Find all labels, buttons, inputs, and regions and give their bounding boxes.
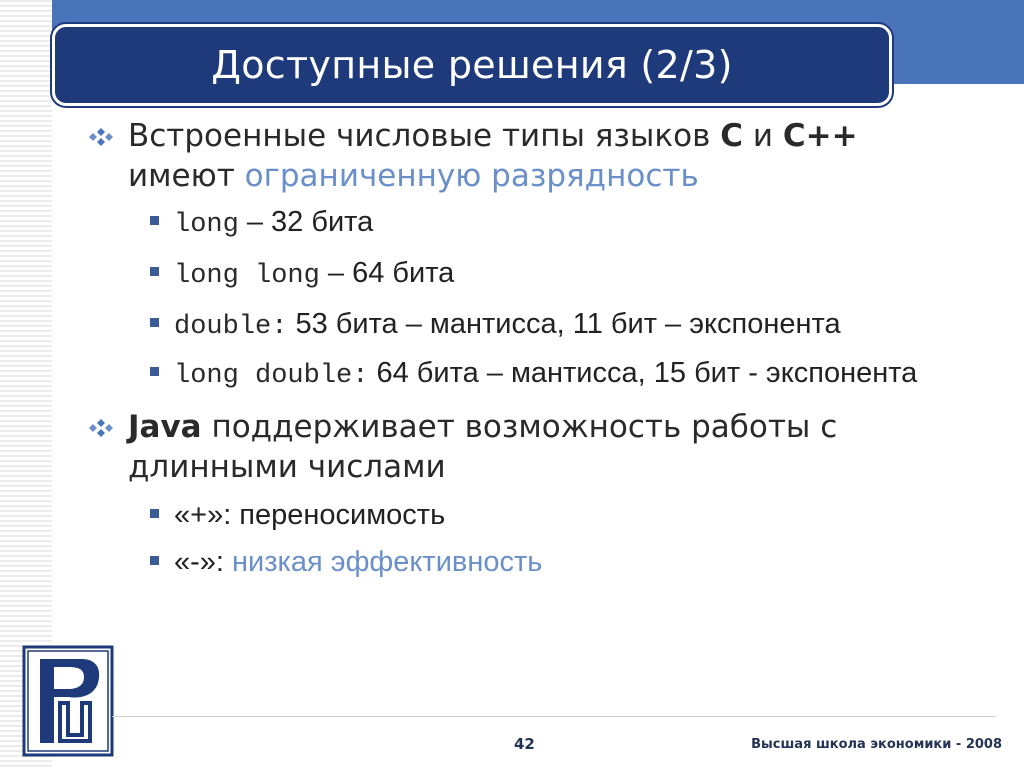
bullet-text: и: [742, 118, 783, 154]
subitem-prefix: «+»:: [174, 499, 232, 531]
subitem-plus: [88, 497, 948, 534]
bullet-java: [88, 407, 948, 487]
highlight-text: ограниченную разрядность: [244, 158, 699, 194]
square-bullet-icon: [150, 216, 159, 225]
square-bullet-icon: [150, 509, 159, 518]
subitem-text: – 64 бита: [319, 257, 455, 289]
page-number: 42: [514, 735, 535, 753]
bullet-text: поддерживает возможность работы с длинными числами: [128, 409, 838, 485]
bullet-text: имеют: [128, 158, 245, 194]
code-type: long: [174, 210, 239, 240]
hse-logo: [22, 645, 114, 757]
square-bullet-icon: [150, 318, 159, 327]
subitem-prefix: «-»:: [174, 546, 224, 578]
footer-organization: Высшая школа экономики - 2008: [751, 737, 1002, 752]
subitem-text: 64 бита – мантисса, 15 бит - экспонента: [368, 357, 918, 389]
four-diamond-icon: [88, 418, 114, 438]
subitem-double: [88, 306, 948, 346]
square-bullet-icon: [150, 267, 159, 276]
subitem-minus: [88, 544, 948, 581]
bullet-text: Встроенные числовые типы языков: [128, 118, 721, 154]
slide-title: Доступные решения (2/3): [211, 43, 733, 87]
subitem-long: [88, 204, 948, 244]
square-bullet-icon: [150, 556, 159, 565]
subitem-text: 53 бита – мантисса, 11 бит – экспонента: [287, 308, 841, 340]
code-type: long long: [174, 261, 320, 291]
slide-content: [88, 116, 948, 581]
lang-java: Java: [128, 409, 202, 445]
bullet-builtin-types: [88, 116, 948, 196]
footer-divider: [112, 716, 996, 717]
highlight-text: низкая эффективность: [223, 546, 543, 578]
four-diamond-icon: [88, 127, 114, 147]
square-bullet-icon: [150, 367, 159, 376]
lang-cpp: C++: [782, 118, 858, 154]
code-type: long double:: [174, 361, 369, 391]
lang-c: C: [720, 118, 743, 154]
subitem-text: – 32 бита: [238, 206, 374, 238]
code-type: double:: [174, 312, 288, 342]
title-box: [52, 24, 892, 106]
subitem-long-long: [88, 255, 948, 295]
subitem-long-double: [88, 355, 948, 395]
subitem-text: переносимость: [231, 499, 446, 531]
